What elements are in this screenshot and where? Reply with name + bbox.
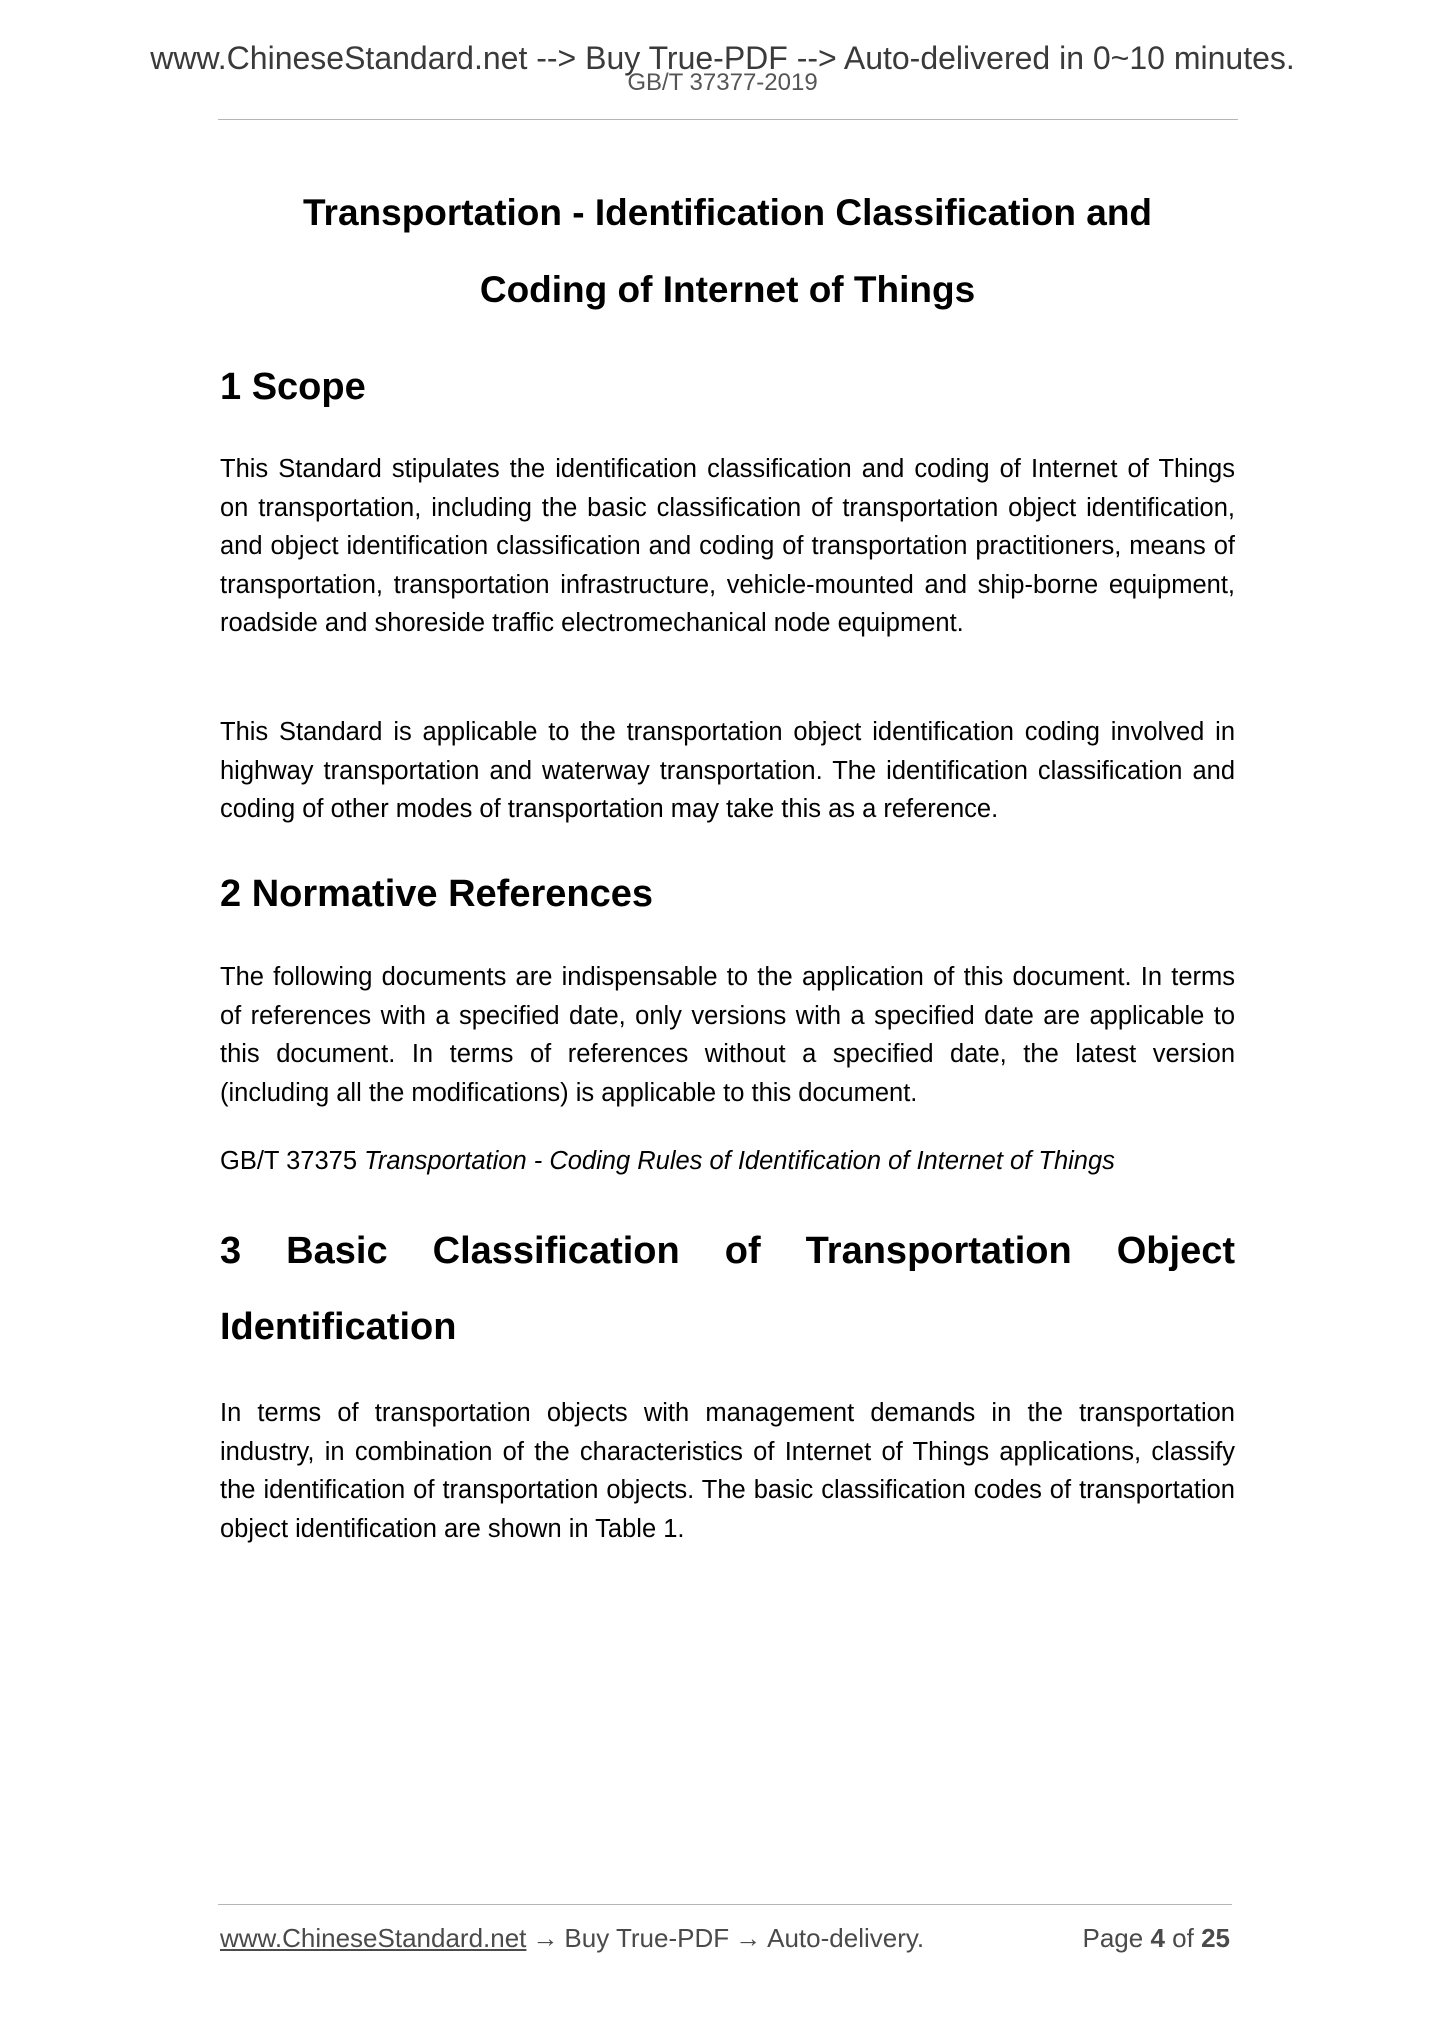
footer-divider xyxy=(218,1904,1232,1905)
arrow-right-icon: → xyxy=(532,1923,559,1953)
reference-code: GB/T 37375 xyxy=(220,1147,358,1175)
section-heading-basic-classification-line-2: Identification xyxy=(220,1306,457,1348)
footer-delivery-text: Auto-delivery. xyxy=(767,1923,925,1953)
document-code: GB/T 37377-2019 xyxy=(627,69,818,96)
document-title-line-2: Coding of Internet of Things xyxy=(479,269,976,310)
page-footer xyxy=(220,1920,1230,1956)
reference-title: Transportation - Coding Rules of Identification of Internet of Things xyxy=(364,1147,1115,1175)
section-heading-scope: 1 Scope xyxy=(220,366,366,408)
scope-paragraph-1: This Standard stipulates the identification classification and coding of Internet of Things on transportation, including the basic classification of transportation object identification, and object identification classification and coding of transportation practitioners, means of transportation, transportation infrastructure, vehicle-mounted and ship-borne equipment, roadside and shoreside traffic electromechanical node equipment. xyxy=(220,455,1235,637)
basic-classification-paragraph: In terms of transportation objects with management demands in the transportation industry, in combination of the characteristics of Internet of Things applications, classify the identification of transportation objects. The basic classification codes of transportation object identification are shown in Table 1. xyxy=(220,1399,1235,1543)
normative-reference-item xyxy=(220,1142,1235,1181)
section-heading-basic-classification xyxy=(220,1213,1235,1365)
section-heading-normative-references: 2 Normative References xyxy=(220,873,653,915)
page-current: 4 xyxy=(1150,1923,1165,1953)
header-divider xyxy=(218,119,1238,120)
document-title xyxy=(220,174,1235,328)
page-of-label: of xyxy=(1172,1923,1194,1953)
footer-website-link[interactable]: www.ChineseStandard.net xyxy=(220,1923,527,1953)
section-heading-basic-classification-line-1: 3 Basic Classification of Transportation Object xyxy=(220,1230,1235,1272)
document-title-line-1: Transportation - Identification Classification and xyxy=(302,192,1153,233)
header-banner: www.ChineseStandard.net --> Buy True-PDF --> Auto-delivered in 0~10 minutes. xyxy=(150,40,1295,76)
page-total: 25 xyxy=(1201,1923,1230,1953)
scope-paragraph-2: This Standard is applicable to the transportation object identification coding involved in highway transportation and waterway transportation. The identification classification and coding of other modes of transportation may take this as a reference. xyxy=(220,718,1235,823)
footer-buy-text: Buy True-PDF xyxy=(564,1923,730,1953)
page-number xyxy=(1082,1920,1230,1956)
page-label: Page xyxy=(1082,1923,1144,1953)
arrow-right-icon: → xyxy=(735,1923,762,1953)
normative-references-paragraph: The following documents are indispensable to the application of this document. In terms of references with a specified date, only versions with a specified date are applicable to this document. In terms of references without a specified date, the latest version (including all the modifications) is applicable to this document. xyxy=(220,963,1235,1107)
footer-promo xyxy=(220,1920,924,1956)
